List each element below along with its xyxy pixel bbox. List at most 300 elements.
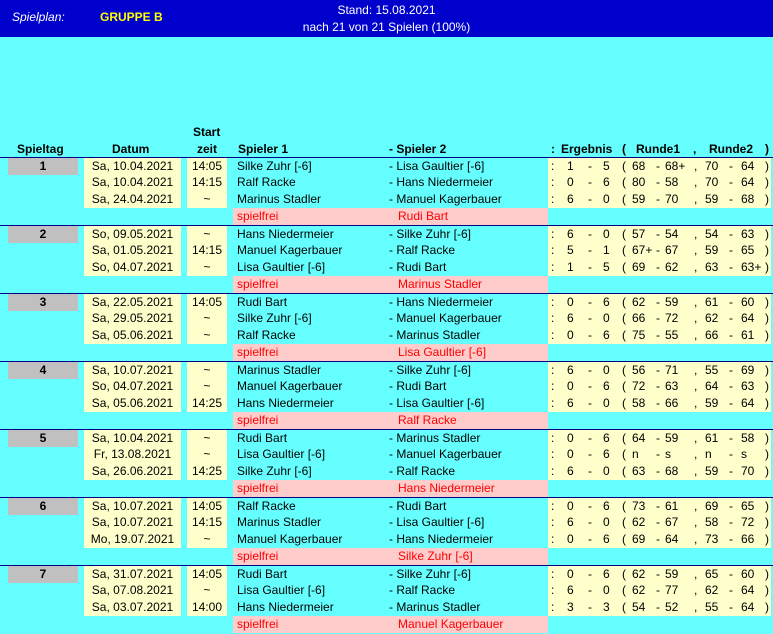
- match-time: ~: [187, 327, 227, 344]
- player-1: Rudi Bart: [237, 431, 288, 445]
- matchday-number: 2: [8, 226, 78, 243]
- player-1: Manuel Kagerbauer: [237, 532, 343, 546]
- score-dash: -: [588, 295, 592, 309]
- player-1: Manuel Kagerbauer: [237, 243, 343, 257]
- r1b: 54: [665, 227, 679, 241]
- score-1: 0: [567, 567, 574, 581]
- r2-dash: -: [729, 567, 733, 581]
- comma: ,: [694, 243, 698, 257]
- player-1: Rudi Bart: [237, 295, 288, 309]
- score-1: 6: [567, 227, 574, 241]
- match-time: 14:15: [187, 514, 227, 531]
- r1a: 67+: [632, 243, 653, 257]
- r1b: 77: [665, 583, 679, 597]
- match-row: [0, 395, 773, 412]
- match-date: Sa, 26.06.2021: [84, 463, 181, 480]
- r1-dash: -: [656, 515, 660, 529]
- paren-open: (: [622, 499, 626, 513]
- r2a: 65: [705, 567, 719, 581]
- paren-open: (: [622, 328, 626, 342]
- r2a: n: [705, 447, 712, 461]
- matchday-number: 6: [8, 498, 78, 515]
- match-time: ~: [187, 531, 227, 548]
- r1-dash: -: [656, 328, 660, 342]
- paren-open: (: [622, 431, 626, 445]
- score-2: 0: [603, 227, 610, 241]
- match-date: Mo, 19.07.2021: [84, 531, 181, 548]
- matchday-number: 5: [8, 430, 78, 447]
- r2b: 72: [741, 515, 755, 529]
- player-2: - Lisa Gaultier [-6]: [389, 159, 485, 173]
- r1-dash: -: [656, 567, 660, 581]
- player-2: - Manuel Kagerbauer: [389, 311, 502, 325]
- r1b: 67: [665, 515, 679, 529]
- match-row: [0, 531, 773, 548]
- comma: ,: [694, 192, 698, 206]
- score-dash: -: [588, 192, 592, 206]
- comma: ,: [694, 175, 698, 189]
- match-time: ~: [187, 191, 227, 208]
- r2b: 68: [741, 192, 755, 206]
- score-2: 6: [603, 567, 610, 581]
- matchday-number: 3: [8, 294, 78, 311]
- comma: ,: [694, 567, 698, 581]
- match-time: 14:00: [187, 599, 227, 616]
- r2-dash: -: [729, 295, 733, 309]
- score-2: 0: [603, 583, 610, 597]
- match-date: So, 04.07.2021: [84, 378, 181, 395]
- r1a: 75: [632, 328, 646, 342]
- bye-player: Manuel Kagerbauer: [398, 617, 504, 631]
- result-cell: [548, 327, 771, 344]
- score-dash: -: [588, 396, 592, 410]
- r1-dash: -: [656, 260, 660, 274]
- r1a: 63: [632, 464, 646, 478]
- r1-dash: -: [656, 431, 660, 445]
- r2b: 64: [741, 600, 755, 614]
- r2-dash: -: [729, 499, 733, 513]
- bye-row: [0, 208, 773, 225]
- r1b: 59: [665, 431, 679, 445]
- result-cell: [548, 226, 771, 243]
- result-cell: [548, 259, 771, 276]
- player-1: Silke Zuhr [-6]: [237, 464, 312, 478]
- score-1: 0: [567, 379, 574, 393]
- score-dash: -: [588, 447, 592, 461]
- match-date: Fr, 13.08.2021: [84, 446, 181, 463]
- sep-colon: :: [551, 532, 555, 546]
- match-date: Sa, 24.04.2021: [84, 191, 181, 208]
- score-2: 3: [603, 600, 610, 614]
- match-row: [0, 310, 773, 327]
- score-dash: -: [588, 227, 592, 241]
- player-1: Silke Zuhr [-6]: [237, 311, 312, 325]
- match-time: ~: [187, 362, 227, 379]
- match-time: ~: [187, 446, 227, 463]
- player-1: Lisa Gaultier [-6]: [237, 447, 326, 461]
- match-time: ~: [187, 226, 227, 243]
- player-2: - Lisa Gaultier [-6]: [389, 515, 485, 529]
- paren-open: (: [622, 227, 626, 241]
- col-zeit: zeit: [197, 142, 218, 156]
- score-2: 6: [603, 175, 610, 189]
- match-date: Sa, 05.06.2021: [84, 327, 181, 344]
- r2-dash: -: [729, 175, 733, 189]
- score-1: 6: [567, 515, 574, 529]
- paren-close: ): [765, 328, 769, 342]
- player-2: - Rudi Bart: [389, 379, 447, 393]
- r2a: 55: [705, 363, 719, 377]
- bye-row: [0, 276, 773, 293]
- score-1: 3: [567, 600, 574, 614]
- comma: ,: [694, 311, 698, 325]
- bye-label: spielfrei: [237, 345, 279, 359]
- r1-dash: -: [656, 175, 660, 189]
- header-bar: [0, 0, 773, 37]
- paren-close: ): [765, 464, 769, 478]
- stand-date: Stand: 15.08.2021: [337, 3, 436, 17]
- comma: ,: [694, 464, 698, 478]
- comma: ,: [694, 396, 698, 410]
- r1b: 52: [665, 600, 679, 614]
- r2b: 63+: [741, 260, 762, 274]
- sep-colon: :: [551, 583, 555, 597]
- score-1: 6: [567, 311, 574, 325]
- r1-dash: -: [656, 583, 660, 597]
- player-2: - Silke Zuhr [-6]: [389, 567, 472, 581]
- score-1: 6: [567, 464, 574, 478]
- r2b: 60: [741, 295, 755, 309]
- match-row: [0, 514, 773, 531]
- match-row: [0, 582, 773, 599]
- bye-player: Hans Niedermeier: [398, 481, 495, 495]
- r2-dash: -: [729, 464, 733, 478]
- paren-open: (: [622, 363, 626, 377]
- paren-close: ): [765, 227, 769, 241]
- match-date: Sa, 31.07.2021: [84, 566, 181, 583]
- sep-colon: :: [551, 159, 555, 173]
- score-dash: -: [588, 243, 592, 257]
- match-date: Sa, 10.07.2021: [84, 514, 181, 531]
- score-dash: -: [588, 328, 592, 342]
- score-dash: -: [588, 600, 592, 614]
- match-date: So, 04.07.2021: [84, 259, 181, 276]
- score-1: 1: [567, 159, 574, 173]
- r2a: 59: [705, 243, 719, 257]
- r2-dash: -: [729, 532, 733, 546]
- r2b: 65: [741, 243, 755, 257]
- match-row: [0, 259, 773, 276]
- player-1: Marinus Stadler: [237, 192, 322, 206]
- col-runde1: Runde1: [636, 142, 681, 156]
- result-cell: [548, 498, 771, 515]
- paren-open: (: [622, 379, 626, 393]
- r1b: 58: [665, 175, 679, 189]
- r2a: 54: [705, 227, 719, 241]
- result-cell: [548, 174, 771, 191]
- r2-dash: -: [729, 227, 733, 241]
- match-row: [0, 463, 773, 480]
- score-1: 6: [567, 192, 574, 206]
- match-date: Sa, 22.05.2021: [84, 294, 181, 311]
- match-row: [0, 191, 773, 208]
- r1-dash: -: [656, 363, 660, 377]
- paren-close: ): [765, 396, 769, 410]
- sep-colon: :: [551, 227, 555, 241]
- player-1: Marinus Stadler: [237, 363, 322, 377]
- bye-cell: [233, 412, 548, 429]
- bye-cell: [233, 480, 548, 497]
- r1a: n: [632, 447, 639, 461]
- sep-colon: :: [551, 311, 555, 325]
- r1b: 55: [665, 328, 679, 342]
- group-title: GRUPPE B: [100, 10, 163, 24]
- r2-dash: -: [729, 159, 733, 173]
- bye-cell: [233, 344, 548, 361]
- player-2: - Marinus Stadler: [389, 328, 481, 342]
- col-paren-open: (: [622, 142, 626, 156]
- r1a: 58: [632, 396, 646, 410]
- result-cell: [548, 191, 771, 208]
- paren-close: ): [765, 583, 769, 597]
- bye-label: spielfrei: [237, 549, 279, 563]
- r2b: 64: [741, 175, 755, 189]
- match-time: 14:05: [187, 498, 227, 515]
- result-cell: [548, 582, 771, 599]
- r1a: 66: [632, 311, 646, 325]
- result-cell: [548, 294, 771, 311]
- score-2: 6: [603, 295, 610, 309]
- bye-player: Rudi Bart: [398, 209, 449, 223]
- player-2: - Silke Zuhr [-6]: [389, 227, 472, 241]
- bye-label: spielfrei: [237, 209, 279, 223]
- match-date: Sa, 10.04.2021: [84, 430, 181, 447]
- matchday-number: 7: [8, 566, 78, 583]
- player-2: - Ralf Racke: [389, 583, 456, 597]
- paren-open: (: [622, 600, 626, 614]
- col-spieler1: Spieler 1: [238, 142, 289, 156]
- bye-row: [0, 548, 773, 565]
- score-2: 0: [603, 311, 610, 325]
- r2-dash: -: [729, 328, 733, 342]
- match-date: Sa, 10.07.2021: [84, 498, 181, 515]
- r1-dash: -: [656, 532, 660, 546]
- player-1: Marinus Stadler: [237, 515, 322, 529]
- r1b: 68: [665, 464, 679, 478]
- comma: ,: [694, 363, 698, 377]
- bye-row: [0, 480, 773, 497]
- r2-dash: -: [729, 583, 733, 597]
- score-2: 1: [603, 243, 610, 257]
- paren-close: ): [765, 431, 769, 445]
- player-1: Hans Niedermeier: [237, 600, 334, 614]
- r2-dash: -: [729, 447, 733, 461]
- r2a: 73: [705, 532, 719, 546]
- match-row: [0, 446, 773, 463]
- paren-close: ): [765, 311, 769, 325]
- paren-close: ): [765, 379, 769, 393]
- comma: ,: [694, 260, 698, 274]
- paren-open: (: [622, 159, 626, 173]
- match-date: Sa, 01.05.2021: [84, 242, 181, 259]
- match-row: [0, 242, 773, 259]
- comma: ,: [694, 583, 698, 597]
- r2b: 66: [741, 532, 755, 546]
- r2b: s: [741, 447, 747, 461]
- score-dash: -: [588, 175, 592, 189]
- col-runde2: Runde2: [709, 142, 754, 156]
- r2a: 58: [705, 515, 719, 529]
- player-1: Lisa Gaultier [-6]: [237, 583, 326, 597]
- paren-close: ): [765, 499, 769, 513]
- bye-player: Silke Zuhr [-6]: [398, 549, 473, 563]
- match-date: Sa, 05.06.2021: [84, 395, 181, 412]
- comma: ,: [694, 532, 698, 546]
- paren-open: (: [622, 260, 626, 274]
- r1a: 64: [632, 431, 646, 445]
- bye-row: [0, 344, 773, 361]
- comma: ,: [694, 499, 698, 513]
- score-1: 0: [567, 328, 574, 342]
- player-1: Hans Niedermeier: [237, 227, 334, 241]
- bye-label: spielfrei: [237, 617, 279, 631]
- player-2: - Manuel Kagerbauer: [389, 447, 502, 461]
- r2a: 62: [705, 311, 719, 325]
- r2b: 64: [741, 396, 755, 410]
- score-2: 0: [603, 396, 610, 410]
- score-dash: -: [588, 363, 592, 377]
- r1-dash: -: [656, 243, 660, 257]
- paren-open: (: [622, 583, 626, 597]
- r2b: 60: [741, 567, 755, 581]
- r2b: 61: [741, 328, 755, 342]
- r1a: 54: [632, 600, 646, 614]
- sep-colon: :: [551, 175, 555, 189]
- paren-open: (: [622, 567, 626, 581]
- sep-colon: :: [551, 379, 555, 393]
- comma: ,: [694, 227, 698, 241]
- r2-dash: -: [729, 396, 733, 410]
- player-1: Rudi Bart: [237, 567, 288, 581]
- sep-colon: :: [551, 600, 555, 614]
- score-dash: -: [588, 583, 592, 597]
- result-cell: [548, 310, 771, 327]
- score-2: 6: [603, 499, 610, 513]
- match-time: ~: [187, 259, 227, 276]
- matchday-number: 1: [8, 158, 78, 175]
- match-row: [0, 293, 773, 311]
- sep-colon: :: [551, 464, 555, 478]
- bye-cell: [233, 276, 548, 293]
- player-2: - Hans Niedermeier: [389, 532, 494, 546]
- sep-colon: :: [551, 328, 555, 342]
- r2a: 61: [705, 431, 719, 445]
- paren-open: (: [622, 396, 626, 410]
- r2a: 70: [705, 175, 719, 189]
- r1a: 62: [632, 567, 646, 581]
- player-2: - Manuel Kagerbauer: [389, 192, 502, 206]
- r1-dash: -: [656, 295, 660, 309]
- r1a: 56: [632, 363, 646, 377]
- match-time: ~: [187, 378, 227, 395]
- r2b: 65: [741, 499, 755, 513]
- r2-dash: -: [729, 243, 733, 257]
- player-2: - Hans Niedermeier: [389, 295, 494, 309]
- comma: ,: [694, 431, 698, 445]
- result-cell: [548, 599, 771, 616]
- bye-player: Lisa Gaultier [-6]: [398, 345, 487, 359]
- match-row: [0, 327, 773, 344]
- match-date: Sa, 10.04.2021: [84, 158, 181, 175]
- r2-dash: -: [729, 379, 733, 393]
- r2a: 69: [705, 499, 719, 513]
- r1b: 64: [665, 532, 679, 546]
- r2-dash: -: [729, 311, 733, 325]
- r2-dash: -: [729, 515, 733, 529]
- r1-dash: -: [656, 379, 660, 393]
- result-cell: [548, 362, 771, 379]
- score-dash: -: [588, 431, 592, 445]
- player-1: Hans Niedermeier: [237, 396, 334, 410]
- comma: ,: [694, 515, 698, 529]
- match-time: ~: [187, 430, 227, 447]
- result-cell: [548, 378, 771, 395]
- paren-open: (: [622, 295, 626, 309]
- bye-label: spielfrei: [237, 413, 279, 427]
- match-time: ~: [187, 310, 227, 327]
- r1a: 72: [632, 379, 646, 393]
- r1b: 63: [665, 379, 679, 393]
- paren-close: ): [765, 260, 769, 274]
- result-cell: [548, 395, 771, 412]
- r2b: 64: [741, 583, 755, 597]
- player-1: Ralf Racke: [237, 175, 296, 189]
- score-dash: -: [588, 567, 592, 581]
- r1a: 69: [632, 532, 646, 546]
- bye-player: Marinus Stadler: [398, 277, 483, 291]
- match-date: Sa, 10.07.2021: [84, 362, 181, 379]
- r1-dash: -: [656, 499, 660, 513]
- comma: ,: [694, 447, 698, 461]
- match-time: 14:15: [187, 174, 227, 191]
- match-date: Sa, 29.05.2021: [84, 310, 181, 327]
- paren-open: (: [622, 447, 626, 461]
- score-2: 6: [603, 532, 610, 546]
- progress-text: nach 21 von 21 Spielen (100%): [302, 20, 471, 34]
- score-dash: -: [588, 311, 592, 325]
- r1a: 69: [632, 260, 646, 274]
- score-2: 0: [603, 464, 610, 478]
- result-cell: [548, 514, 771, 531]
- player-2: - Rudi Bart: [389, 260, 447, 274]
- score-2: 6: [603, 328, 610, 342]
- r1-dash: -: [656, 464, 660, 478]
- result-cell: [548, 242, 771, 259]
- r2-dash: -: [729, 431, 733, 445]
- match-time: ~: [187, 582, 227, 599]
- score-2: 5: [603, 159, 610, 173]
- col-start: Start: [193, 125, 221, 139]
- r1b: 71: [665, 363, 679, 377]
- r1b: 62: [665, 260, 679, 274]
- r2b: 64: [741, 311, 755, 325]
- score-dash: -: [588, 260, 592, 274]
- match-time: 14:05: [187, 294, 227, 311]
- col-ergebnis: Ergebnis: [561, 142, 613, 156]
- score-1: 0: [567, 175, 574, 189]
- match-row: [0, 565, 773, 583]
- r1a: 62: [632, 295, 646, 309]
